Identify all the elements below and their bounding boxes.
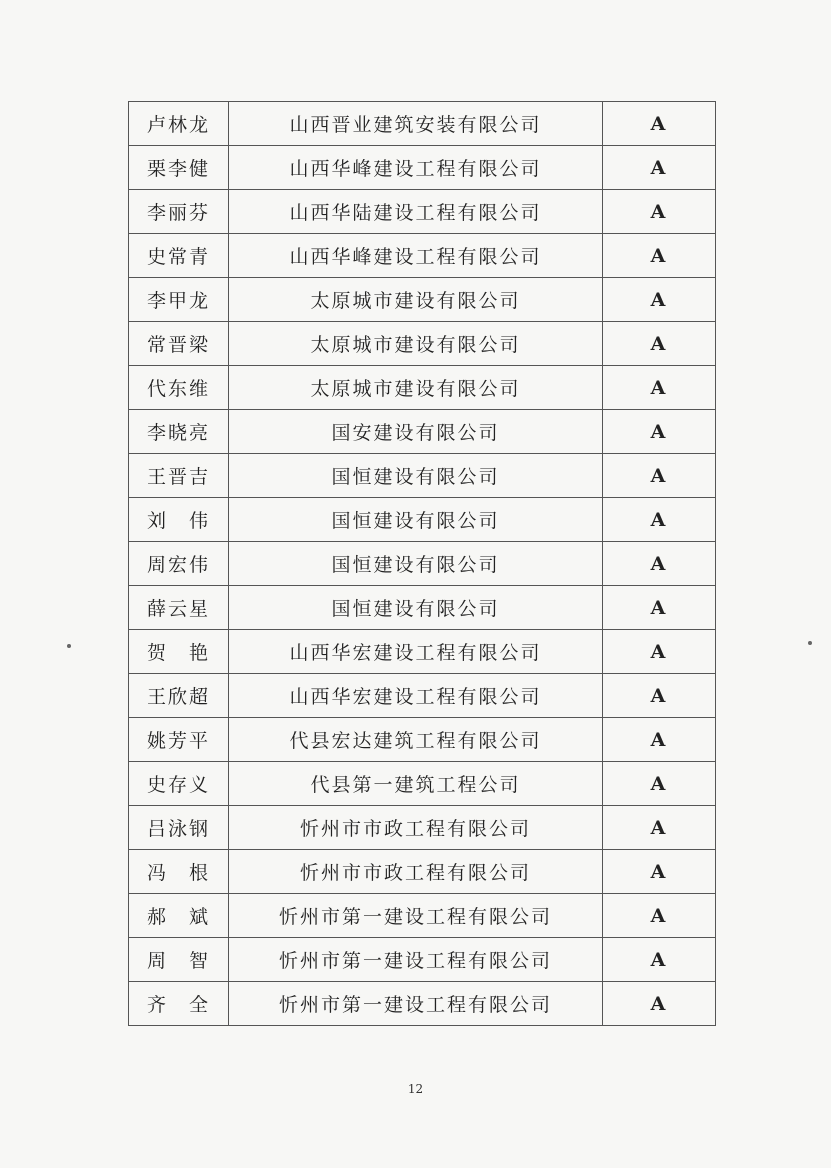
grade-cell: A [603, 190, 716, 234]
grade-cell: A [603, 322, 716, 366]
grade-cell: A [603, 762, 716, 806]
company-name-cell: 山西华宏建设工程有限公司 [229, 630, 603, 674]
company-name-cell: 忻州市第一建设工程有限公司 [229, 938, 603, 982]
table-row [129, 718, 716, 762]
company-name-cell: 国恒建设有限公司 [229, 454, 603, 498]
table-row [129, 498, 716, 542]
roster-table [128, 101, 716, 1026]
table-row [129, 982, 716, 1026]
table-row [129, 278, 716, 322]
page-number: 12 [407, 1082, 424, 1096]
person-name-cell: 贺 艳 [129, 630, 229, 674]
table-row [129, 102, 716, 146]
company-name-cell: 代县第一建筑工程公司 [229, 762, 603, 806]
grade-cell: A [603, 102, 716, 146]
grade-cell: A [603, 278, 716, 322]
company-name-cell: 太原城市建设有限公司 [229, 278, 603, 322]
grade-cell: A [603, 938, 716, 982]
person-name-cell: 刘 伟 [129, 498, 229, 542]
company-name-cell: 山西华峰建设工程有限公司 [229, 146, 603, 190]
table-row [129, 586, 716, 630]
table-row [129, 542, 716, 586]
grade-cell: A [603, 982, 716, 1026]
table-row [129, 366, 716, 410]
grade-cell: A [603, 410, 716, 454]
table-row [129, 630, 716, 674]
company-name-cell: 忻州市市政工程有限公司 [229, 806, 603, 850]
person-name-cell: 常晋梁 [129, 322, 229, 366]
table-row [129, 454, 716, 498]
company-name-cell: 太原城市建设有限公司 [229, 366, 603, 410]
grade-cell: A [603, 894, 716, 938]
company-name-cell: 代县宏达建筑工程有限公司 [229, 718, 603, 762]
table-row [129, 938, 716, 982]
company-name-cell: 山西华峰建设工程有限公司 [229, 234, 603, 278]
scan-speck [808, 641, 812, 645]
grade-cell: A [603, 234, 716, 278]
person-name-cell: 王晋吉 [129, 454, 229, 498]
table-row [129, 410, 716, 454]
person-name-cell: 李晓亮 [129, 410, 229, 454]
grade-cell: A [603, 454, 716, 498]
table-row [129, 190, 716, 234]
person-name-cell: 周 智 [129, 938, 229, 982]
company-name-cell: 国安建设有限公司 [229, 410, 603, 454]
company-name-cell: 忻州市第一建设工程有限公司 [229, 982, 603, 1026]
scan-speck [67, 644, 71, 648]
grade-cell: A [603, 850, 716, 894]
person-name-cell: 代东维 [129, 366, 229, 410]
company-name-cell: 山西晋业建筑安装有限公司 [229, 102, 603, 146]
table-row [129, 894, 716, 938]
person-name-cell: 史常青 [129, 234, 229, 278]
table-row [129, 806, 716, 850]
person-name-cell: 薛云星 [129, 586, 229, 630]
person-name-cell: 卢林龙 [129, 102, 229, 146]
person-name-cell: 李丽芬 [129, 190, 229, 234]
company-name-cell: 太原城市建设有限公司 [229, 322, 603, 366]
grade-cell: A [603, 630, 716, 674]
person-name-cell: 郝 斌 [129, 894, 229, 938]
company-name-cell: 忻州市第一建设工程有限公司 [229, 894, 603, 938]
grade-cell: A [603, 146, 716, 190]
company-name-cell: 国恒建设有限公司 [229, 498, 603, 542]
grade-cell: A [603, 718, 716, 762]
table-row [129, 146, 716, 190]
person-name-cell: 史存义 [129, 762, 229, 806]
table-row [129, 850, 716, 894]
person-name-cell: 吕泳钢 [129, 806, 229, 850]
grade-cell: A [603, 498, 716, 542]
person-name-cell: 李甲龙 [129, 278, 229, 322]
person-name-cell: 齐 全 [129, 982, 229, 1026]
person-name-cell: 栗李健 [129, 146, 229, 190]
grade-cell: A [603, 366, 716, 410]
company-name-cell: 国恒建设有限公司 [229, 542, 603, 586]
company-name-cell: 忻州市市政工程有限公司 [229, 850, 603, 894]
company-name-cell: 山西华陆建设工程有限公司 [229, 190, 603, 234]
company-name-cell: 国恒建设有限公司 [229, 586, 603, 630]
table-row [129, 322, 716, 366]
person-name-cell: 周宏伟 [129, 542, 229, 586]
person-name-cell: 姚芳平 [129, 718, 229, 762]
table-row [129, 234, 716, 278]
table-row [129, 674, 716, 718]
grade-cell: A [603, 674, 716, 718]
grade-cell: A [603, 542, 716, 586]
grade-cell: A [603, 806, 716, 850]
company-name-cell: 山西华宏建设工程有限公司 [229, 674, 603, 718]
roster-table-body [129, 102, 716, 1026]
grade-cell: A [603, 586, 716, 630]
person-name-cell: 冯 根 [129, 850, 229, 894]
person-name-cell: 王欣超 [129, 674, 229, 718]
table-row [129, 762, 716, 806]
